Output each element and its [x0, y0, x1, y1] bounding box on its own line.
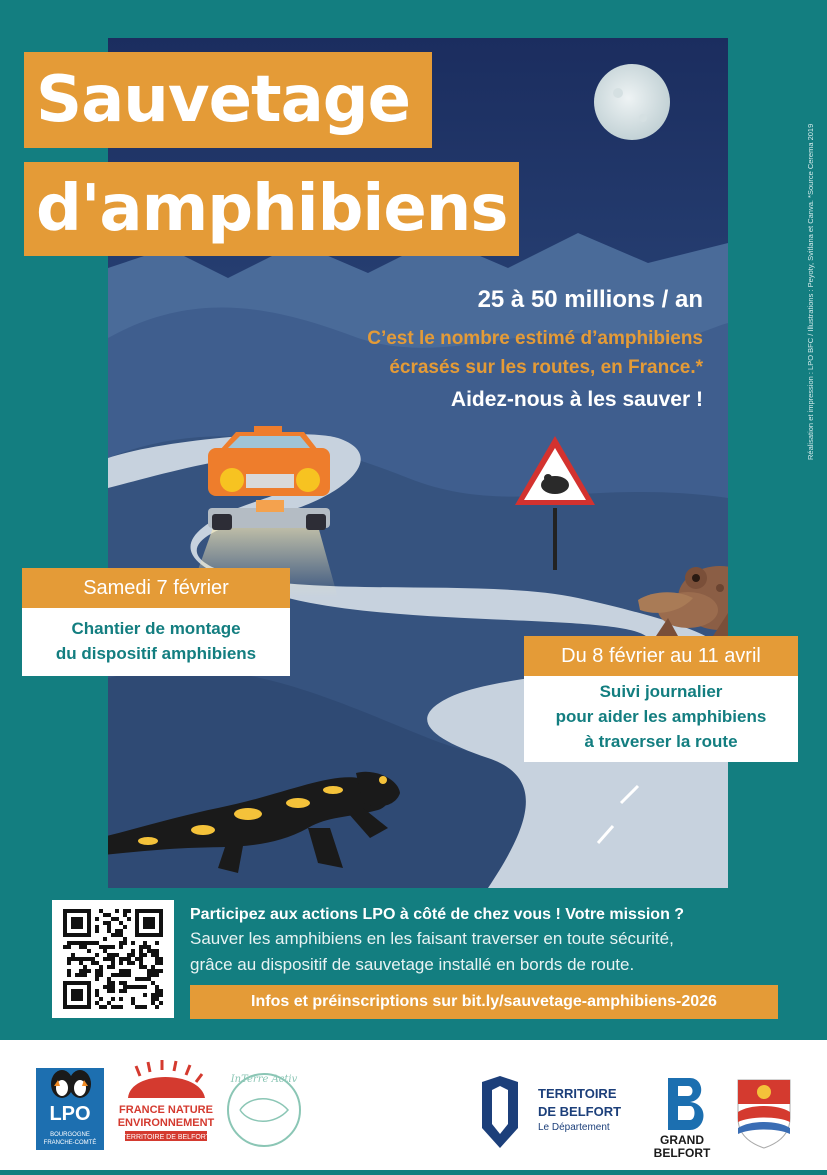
partner-logos-graphic — [0, 1040, 827, 1170]
qr-module — [87, 941, 91, 945]
qr-module — [111, 973, 115, 977]
qr-module — [95, 977, 99, 981]
qr-module — [119, 969, 123, 973]
qr-module — [131, 997, 135, 1001]
qr-module — [123, 973, 127, 977]
qr-module — [95, 941, 99, 945]
qr-module — [111, 965, 115, 969]
qr-module — [135, 985, 139, 989]
qr-module — [71, 957, 75, 961]
qr-module — [127, 961, 131, 965]
qr-module — [111, 953, 115, 957]
qr-module — [67, 945, 71, 949]
coat-of-arms-logo — [738, 1080, 790, 1148]
qr-module — [79, 941, 83, 945]
qr-module — [127, 909, 131, 913]
call-to-action: Aidez-nous à les sauver ! — [450, 388, 703, 411]
event-card-assembly — [22, 568, 290, 676]
qr-module — [119, 957, 123, 961]
qr-module — [99, 945, 103, 949]
qr-module — [139, 953, 143, 957]
qr-module — [111, 933, 115, 937]
qr-module — [143, 965, 147, 969]
qr-module — [79, 961, 83, 965]
qr-module — [135, 1005, 139, 1009]
qr-module — [79, 973, 83, 977]
qr-module — [127, 917, 131, 921]
mission-block — [190, 904, 684, 978]
grand-belfort-logo — [654, 1078, 711, 1160]
qr-module — [155, 953, 159, 957]
qr-module — [143, 945, 147, 949]
qr-module — [83, 965, 87, 969]
qr-module — [111, 961, 115, 965]
qr-module — [87, 957, 91, 961]
qr-module — [107, 913, 111, 917]
qr-module — [143, 993, 147, 997]
qr-module — [119, 929, 123, 933]
qr-module — [75, 941, 79, 945]
event-description — [22, 608, 290, 666]
event-card-monitoring — [524, 636, 798, 762]
qr-module — [123, 989, 127, 993]
qr-module — [131, 941, 135, 945]
qr-module — [147, 973, 151, 977]
territoire-logo-text: TERRITOIRE — [538, 1086, 617, 1101]
qr-module — [131, 949, 135, 953]
qr-module — [111, 989, 115, 993]
qr-module — [67, 941, 71, 945]
qr-module — [107, 965, 111, 969]
qr-module — [95, 925, 99, 929]
qr-module — [151, 1001, 155, 1005]
qr-module — [107, 977, 111, 981]
qr-module — [127, 985, 131, 989]
qr-module — [79, 957, 83, 961]
qr-module — [151, 981, 155, 985]
qr-module — [87, 969, 91, 973]
qr-module — [131, 953, 135, 957]
qr-module — [151, 993, 155, 997]
qr-module — [123, 981, 127, 985]
qr-module — [119, 941, 123, 945]
qr-module — [119, 997, 123, 1001]
qr-module — [123, 957, 127, 961]
qr-module — [111, 1005, 115, 1009]
info-link-banner[interactable]: Infos et préinscriptions sur bit.ly/sauvetage-amphibiens-2026 — [190, 985, 778, 1019]
qr-module — [155, 973, 159, 977]
qr-module — [115, 933, 119, 937]
qr-module — [103, 945, 107, 949]
qr-module — [83, 973, 87, 977]
qr-module — [83, 957, 87, 961]
qr-code[interactable] — [52, 900, 174, 1018]
qr-module — [67, 973, 71, 977]
qr-module — [107, 925, 111, 929]
qr-module — [139, 961, 143, 965]
qr-module — [139, 1005, 143, 1009]
qr-module — [151, 997, 155, 1001]
qr-module — [95, 961, 99, 965]
mission-text: grâce au dispositif de sauvetage installé en bords de route. — [190, 955, 635, 974]
qr-module — [155, 993, 159, 997]
title-line-1: Sauvetage — [24, 52, 432, 148]
stat-value: 25 à 50 millions / an — [477, 286, 703, 313]
qr-module — [71, 941, 75, 945]
qr-module — [111, 945, 115, 949]
qr-module — [91, 957, 95, 961]
event-line: Suivi journalier — [599, 682, 723, 701]
qr-module — [123, 985, 127, 989]
territoire-de-belfort-logo — [482, 1076, 621, 1148]
moon — [594, 64, 670, 140]
qr-module — [75, 957, 79, 961]
qr-module — [107, 953, 111, 957]
territoire-logo-text: DE BELFORT — [538, 1104, 622, 1119]
qr-module — [123, 937, 127, 941]
interre-logo-text: InTerre Activ — [230, 1074, 298, 1085]
qr-module — [99, 997, 103, 1001]
event-date: Du 8 février au 11 avril — [524, 636, 798, 676]
qr-module — [151, 965, 155, 969]
qr-module — [131, 961, 135, 965]
territoire-logo-sub: Le Département — [538, 1122, 610, 1133]
qr-module — [139, 945, 143, 949]
qr-module — [127, 969, 131, 973]
qr-module — [107, 985, 111, 989]
qr-module — [151, 953, 155, 957]
stat-description-line: C’est le nombre estimé d’amphibiens — [367, 328, 703, 349]
qr-module — [111, 981, 115, 985]
stat-description — [367, 324, 703, 382]
qr-module — [159, 993, 163, 997]
qr-module — [147, 945, 151, 949]
fne-logo-text: ENVIRONNEMENT — [117, 1117, 215, 1129]
qr-module — [139, 985, 143, 989]
qr-module — [159, 969, 163, 973]
qr-finder-module — [71, 917, 83, 929]
qr-module — [115, 917, 119, 921]
qr-module — [107, 929, 111, 933]
qr-module — [151, 949, 155, 953]
qr-module — [83, 941, 87, 945]
qr-module — [147, 969, 151, 973]
qr-module — [103, 921, 107, 925]
qr-module — [139, 965, 143, 969]
qr-code-graphic — [52, 900, 174, 1018]
qr-module — [123, 969, 127, 973]
qr-module — [143, 1005, 147, 1009]
qr-module — [155, 997, 159, 1001]
lpo-logo-text: LPO — [49, 1103, 91, 1125]
qr-module — [159, 961, 163, 965]
qr-module — [127, 957, 131, 961]
qr-module — [151, 969, 155, 973]
qr-module — [67, 957, 71, 961]
grand-belfort-logo-text: GRAND — [660, 1133, 704, 1147]
qr-module — [131, 1001, 135, 1005]
qr-module — [107, 981, 111, 985]
event-line: du dispositif amphibiens — [55, 644, 257, 663]
qr-module — [119, 989, 123, 993]
qr-module — [147, 949, 151, 953]
qr-module — [155, 989, 159, 993]
qr-module — [75, 973, 79, 977]
qr-module — [95, 989, 99, 993]
qr-module — [143, 941, 147, 945]
qr-module — [107, 945, 111, 949]
qr-module — [123, 941, 127, 945]
qr-module — [103, 957, 107, 961]
lpo-logo-sub: FRANCHE-COMTÉ — [43, 1140, 97, 1146]
qr-module — [155, 941, 159, 945]
qr-module — [107, 989, 111, 993]
qr-module — [155, 1005, 159, 1009]
qr-module — [95, 953, 99, 957]
qr-module — [127, 953, 131, 957]
lpo-logo-sub: BOURGOGNE — [50, 1132, 90, 1138]
qr-module — [143, 985, 147, 989]
partner-logos — [0, 1040, 827, 1170]
qr-module — [123, 909, 127, 913]
qr-module — [139, 957, 143, 961]
qr-module — [119, 933, 123, 937]
qr-module — [119, 945, 123, 949]
qr-module — [159, 957, 163, 961]
qr-module — [67, 969, 71, 973]
qr-module — [95, 929, 99, 933]
fne-logo — [118, 1060, 215, 1141]
qr-module — [87, 949, 91, 953]
qr-finder-module — [143, 917, 155, 929]
qr-module — [123, 925, 127, 929]
qr-module — [95, 969, 99, 973]
credit-text: Réalisation et impression : LPO BFC / Illustrations : Peyoty, Svitlana et Canva. *Source Cerema 2019 — [806, 123, 815, 460]
qr-module — [99, 909, 103, 913]
event-date: Samedi 7 février — [22, 568, 290, 608]
qr-module — [103, 949, 107, 953]
qr-module — [159, 989, 163, 993]
qr-module — [99, 973, 103, 977]
qr-module — [119, 961, 123, 965]
qr-module — [151, 973, 155, 977]
qr-module — [143, 953, 147, 957]
qr-module — [111, 985, 115, 989]
qr-module — [111, 997, 115, 1001]
qr-module — [111, 957, 115, 961]
qr-module — [155, 961, 159, 965]
qr-module — [147, 977, 151, 981]
qr-module — [107, 921, 111, 925]
fne-logo-text: FRANCE NATURE — [119, 1104, 213, 1116]
interre-activ-logo — [228, 1074, 300, 1146]
qr-module — [115, 909, 119, 913]
qr-module — [91, 941, 95, 945]
qr-module — [115, 1005, 119, 1009]
qr-module — [79, 945, 83, 949]
qr-module — [103, 913, 107, 917]
qr-module — [123, 913, 127, 917]
qr-module — [71, 953, 75, 957]
qr-module — [127, 973, 131, 977]
qr-module — [139, 977, 143, 981]
qr-module — [119, 921, 123, 925]
qr-module — [99, 969, 103, 973]
event-line: à traverser la route — [584, 732, 738, 751]
qr-module — [115, 929, 119, 933]
qr-module — [119, 1005, 123, 1009]
fne-logo-sub: TERRITOIRE DE BELFORT — [121, 1134, 211, 1141]
stat-description-line: écrasés sur les routes, en France.* — [389, 357, 703, 378]
event-line: pour aider les amphibiens — [555, 707, 767, 726]
qr-module — [143, 977, 147, 981]
qr-module — [119, 981, 123, 985]
qr-module — [103, 985, 107, 989]
qr-module — [155, 969, 159, 973]
event-line: Chantier de montage — [71, 619, 241, 638]
qr-module — [131, 985, 135, 989]
event-description — [524, 676, 798, 754]
grand-belfort-logo-text: BELFORT — [653, 1146, 711, 1160]
qr-module — [95, 973, 99, 977]
qr-finder-module — [71, 989, 83, 1001]
lpo-logo — [36, 1068, 104, 1150]
qr-module — [67, 961, 71, 965]
qr-module — [115, 953, 119, 957]
qr-module — [155, 957, 159, 961]
mission-text: Sauver les amphibiens en les faisant traverser en toute sécurité, — [190, 929, 674, 948]
qr-module — [91, 961, 95, 965]
qr-module — [155, 985, 159, 989]
qr-module — [79, 969, 83, 973]
qr-module — [83, 945, 87, 949]
qr-module — [99, 1005, 103, 1009]
qr-module — [103, 1005, 107, 1009]
qr-module — [155, 949, 159, 953]
qr-module — [111, 917, 115, 921]
title-line-2: d'amphibiens — [24, 162, 519, 256]
qr-module — [83, 969, 87, 973]
qr-module — [159, 1001, 163, 1005]
qr-module — [135, 957, 139, 961]
mission-heading: Participez aux actions LPO à côté de chez vous ! Votre mission ? — [190, 906, 685, 923]
qr-module — [139, 949, 143, 953]
qr-module — [95, 917, 99, 921]
qr-module — [135, 977, 139, 981]
qr-module — [63, 945, 67, 949]
qr-module — [103, 937, 107, 941]
qr-module — [107, 1001, 111, 1005]
qr-module — [95, 1001, 99, 1005]
qr-module — [119, 973, 123, 977]
qr-module — [99, 965, 103, 969]
qr-module — [107, 957, 111, 961]
qr-module — [95, 993, 99, 997]
qr-module — [115, 973, 119, 977]
